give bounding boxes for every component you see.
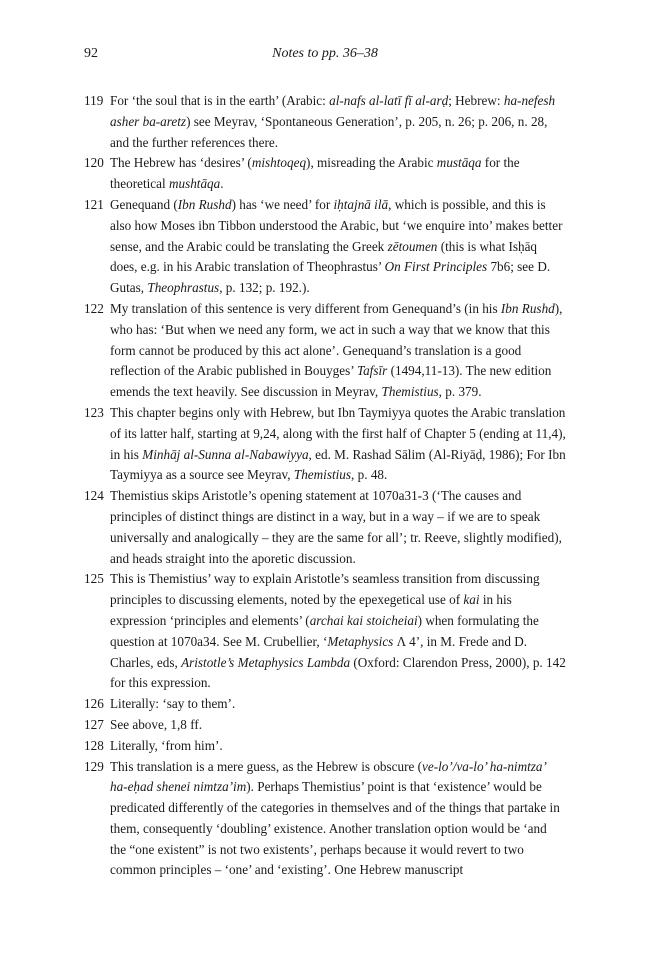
text-run: Λ 4’, in M. Frede and D. Charles, eds, xyxy=(110,633,528,670)
italic-term: Themistius xyxy=(293,467,352,483)
endnote-number: 126 xyxy=(84,696,104,712)
italic-term: On First Principles xyxy=(384,259,488,275)
text-run: The Hebrew has ‘desires’ ( xyxy=(110,155,252,171)
endnote xyxy=(84,91,566,153)
italic-term: kai xyxy=(463,592,480,608)
italic-term: ha-nefesh asher ba-aretz xyxy=(110,93,556,129)
endnote-number: 119 xyxy=(84,93,104,108)
endnote-number: 123 xyxy=(84,404,104,420)
endnote xyxy=(84,757,566,882)
text-run: 7b6; see D. Gutas, xyxy=(110,259,551,296)
endnote xyxy=(84,299,566,403)
endnote-text xyxy=(110,486,566,569)
endnote xyxy=(84,195,566,299)
endnote-text xyxy=(110,715,566,736)
text-run: (this is what Isḥāq does, e.g. in his Arabic translation of Theophrastus’ xyxy=(110,238,538,275)
text-run: , which is possible, and this is also how Moses ibn Tibbon understood the Arabic, but ‘we enquire into’ makes better sense, and the Arabic could be translating the Greek xyxy=(110,196,563,254)
text-run: . xyxy=(220,176,224,192)
endnote-number: 124 xyxy=(84,488,104,504)
italic-term: mishtoqeq xyxy=(251,155,307,171)
text-run: ) when formulating the question at 1070a34. See M. Crubellier, ‘ xyxy=(110,612,539,649)
text-run: This chapter begins only with Hebrew, but Ibn Taymiyya quotes the Arabic translation of its latter half, starting at 9,24, along with the first half of Chapter 5 (ending at 11,4), in his xyxy=(110,404,566,462)
italic-term: al-nafs al-latī fī al-arḍ xyxy=(329,93,449,108)
text-run: (Oxford: Clarendon Press, 2000), p. 142 for this expression. xyxy=(110,654,566,691)
text-run: for the theoretical xyxy=(110,155,520,192)
endnote xyxy=(84,694,566,715)
endnote-number: 120 xyxy=(84,155,104,171)
endnote-number: 128 xyxy=(84,737,104,753)
italic-term: Ibn Rushd xyxy=(500,300,555,316)
endnote-text xyxy=(110,91,566,153)
italic-term: Ibn Rushd xyxy=(177,196,232,212)
text-run: , p. 48. xyxy=(351,467,388,483)
endnote-number: 122 xyxy=(84,300,104,316)
text-run: See above, 1,8 ff. xyxy=(110,716,203,732)
endnote-text xyxy=(110,195,566,299)
endnote xyxy=(84,569,566,694)
endnote xyxy=(84,403,566,486)
text-run: , ed. M. Rashad Sālim (Al-Riyāḍ, 1986); For Ibn Taymiyya as a source see Meyrav, xyxy=(110,446,566,483)
text-run: My translation of this sentence is very different from Genequand’s (in his xyxy=(110,300,501,316)
endnote-number: 121 xyxy=(84,196,104,212)
text-run: ), who has: ‘But when we need any form, we act in such a way that we know that this form cannot be produced by this act alone’. Genequand’s translation is a good reflection of the Arabic published in Bouyges’ xyxy=(110,300,563,379)
text-run: ; Hebrew: xyxy=(448,93,504,108)
endnote xyxy=(84,715,566,736)
text-run: Literally, ‘from him’. xyxy=(110,737,223,753)
text-run: ), misreading the Arabic xyxy=(306,155,437,171)
endnote-number: 127 xyxy=(84,716,104,732)
text-run: ). Perhaps Themistius’ point is that ‘existence’ would be predicated differently of the categories in themselves and of the things that partake in them, consequently ‘doubling’ existence. Another translation option would be ‘and the “one existent” is not two existents’, perhaps because it would revert to two common principles – ‘one’ and ‘existing’. One Hebrew manuscript xyxy=(110,779,560,878)
text-run: This translation is a mere guess, as the Hebrew is obscure ( xyxy=(110,758,423,774)
running-head: Notes to pp. 36–38 xyxy=(272,46,378,61)
italic-term: Aristotle’s Metaphysics Lambda xyxy=(181,654,351,670)
endnote-text xyxy=(110,153,566,195)
text-run: Genequand ( xyxy=(110,196,178,212)
endnote xyxy=(84,736,566,757)
endnotes-list xyxy=(84,91,566,881)
endnote-text xyxy=(110,694,566,715)
text-run: This is Themistius’ way to explain Aristotle’s seamless transition from discussing principles to discussing elements, noted by the epexegetical use of xyxy=(110,571,540,608)
text-run: ) see Meyrav, ‘Spontaneous Generation’, p. 205, n. 26; p. 206, n. 28, and the further references there. xyxy=(110,113,548,150)
text-run: in his expression ‘principles and elements’ ( xyxy=(110,592,512,628)
endnote-text xyxy=(110,299,566,403)
endnote-number: 125 xyxy=(84,571,104,587)
endnote-number: 129 xyxy=(84,758,104,774)
italic-term: Minhāj al-Sunna al-Nabawiyya xyxy=(142,446,309,462)
endnote-text xyxy=(110,757,566,882)
italic-term: Metaphysics xyxy=(327,633,394,649)
endnote xyxy=(84,486,566,569)
italic-term: mushtāqa xyxy=(168,176,221,192)
page-number: 92 xyxy=(84,46,98,61)
text-run: , p. 132; p. 192.). xyxy=(219,280,310,296)
italic-term: Tafsīr xyxy=(356,363,388,379)
endnote-text xyxy=(110,569,566,694)
endnote-text xyxy=(110,403,566,486)
text-run: (1494,11-13). The new edition emends the text heavily. See discussion in Meyrav, xyxy=(110,363,552,400)
italic-term: mustāqa xyxy=(436,155,482,171)
text-run: Literally: ‘say to them’. xyxy=(110,696,236,712)
italic-term: Theophrastus xyxy=(147,280,220,296)
italic-term: Themistius xyxy=(381,384,439,400)
italic-term: ve-lo’/va-lo’ ha-nimtza’ ha-eḥad shenei nimtza’im xyxy=(110,758,546,795)
endnote xyxy=(84,153,566,195)
endnote-text xyxy=(110,736,566,757)
italic-term: iḥtajnā ilā xyxy=(333,196,389,212)
italic-term: archai kai stoicheiai xyxy=(309,612,418,628)
text-run: For ‘the soul that is in the earth’ (Arabic: xyxy=(110,93,330,108)
text-run: ) has ‘we need’ for xyxy=(231,196,334,212)
text-run: Themistius skips Aristotle’s opening statement at 1070a31-3 (‘The causes and principles of distinct things are distinct in a way, but in a way – if we are to speak universally and analogically – they are the same for all’; tr. Reeve, slightly modified), and heads straight into the aporetic discussion. xyxy=(110,488,562,566)
text-run: , p. 379. xyxy=(438,384,482,400)
italic-term: zētoumen xyxy=(387,238,438,254)
